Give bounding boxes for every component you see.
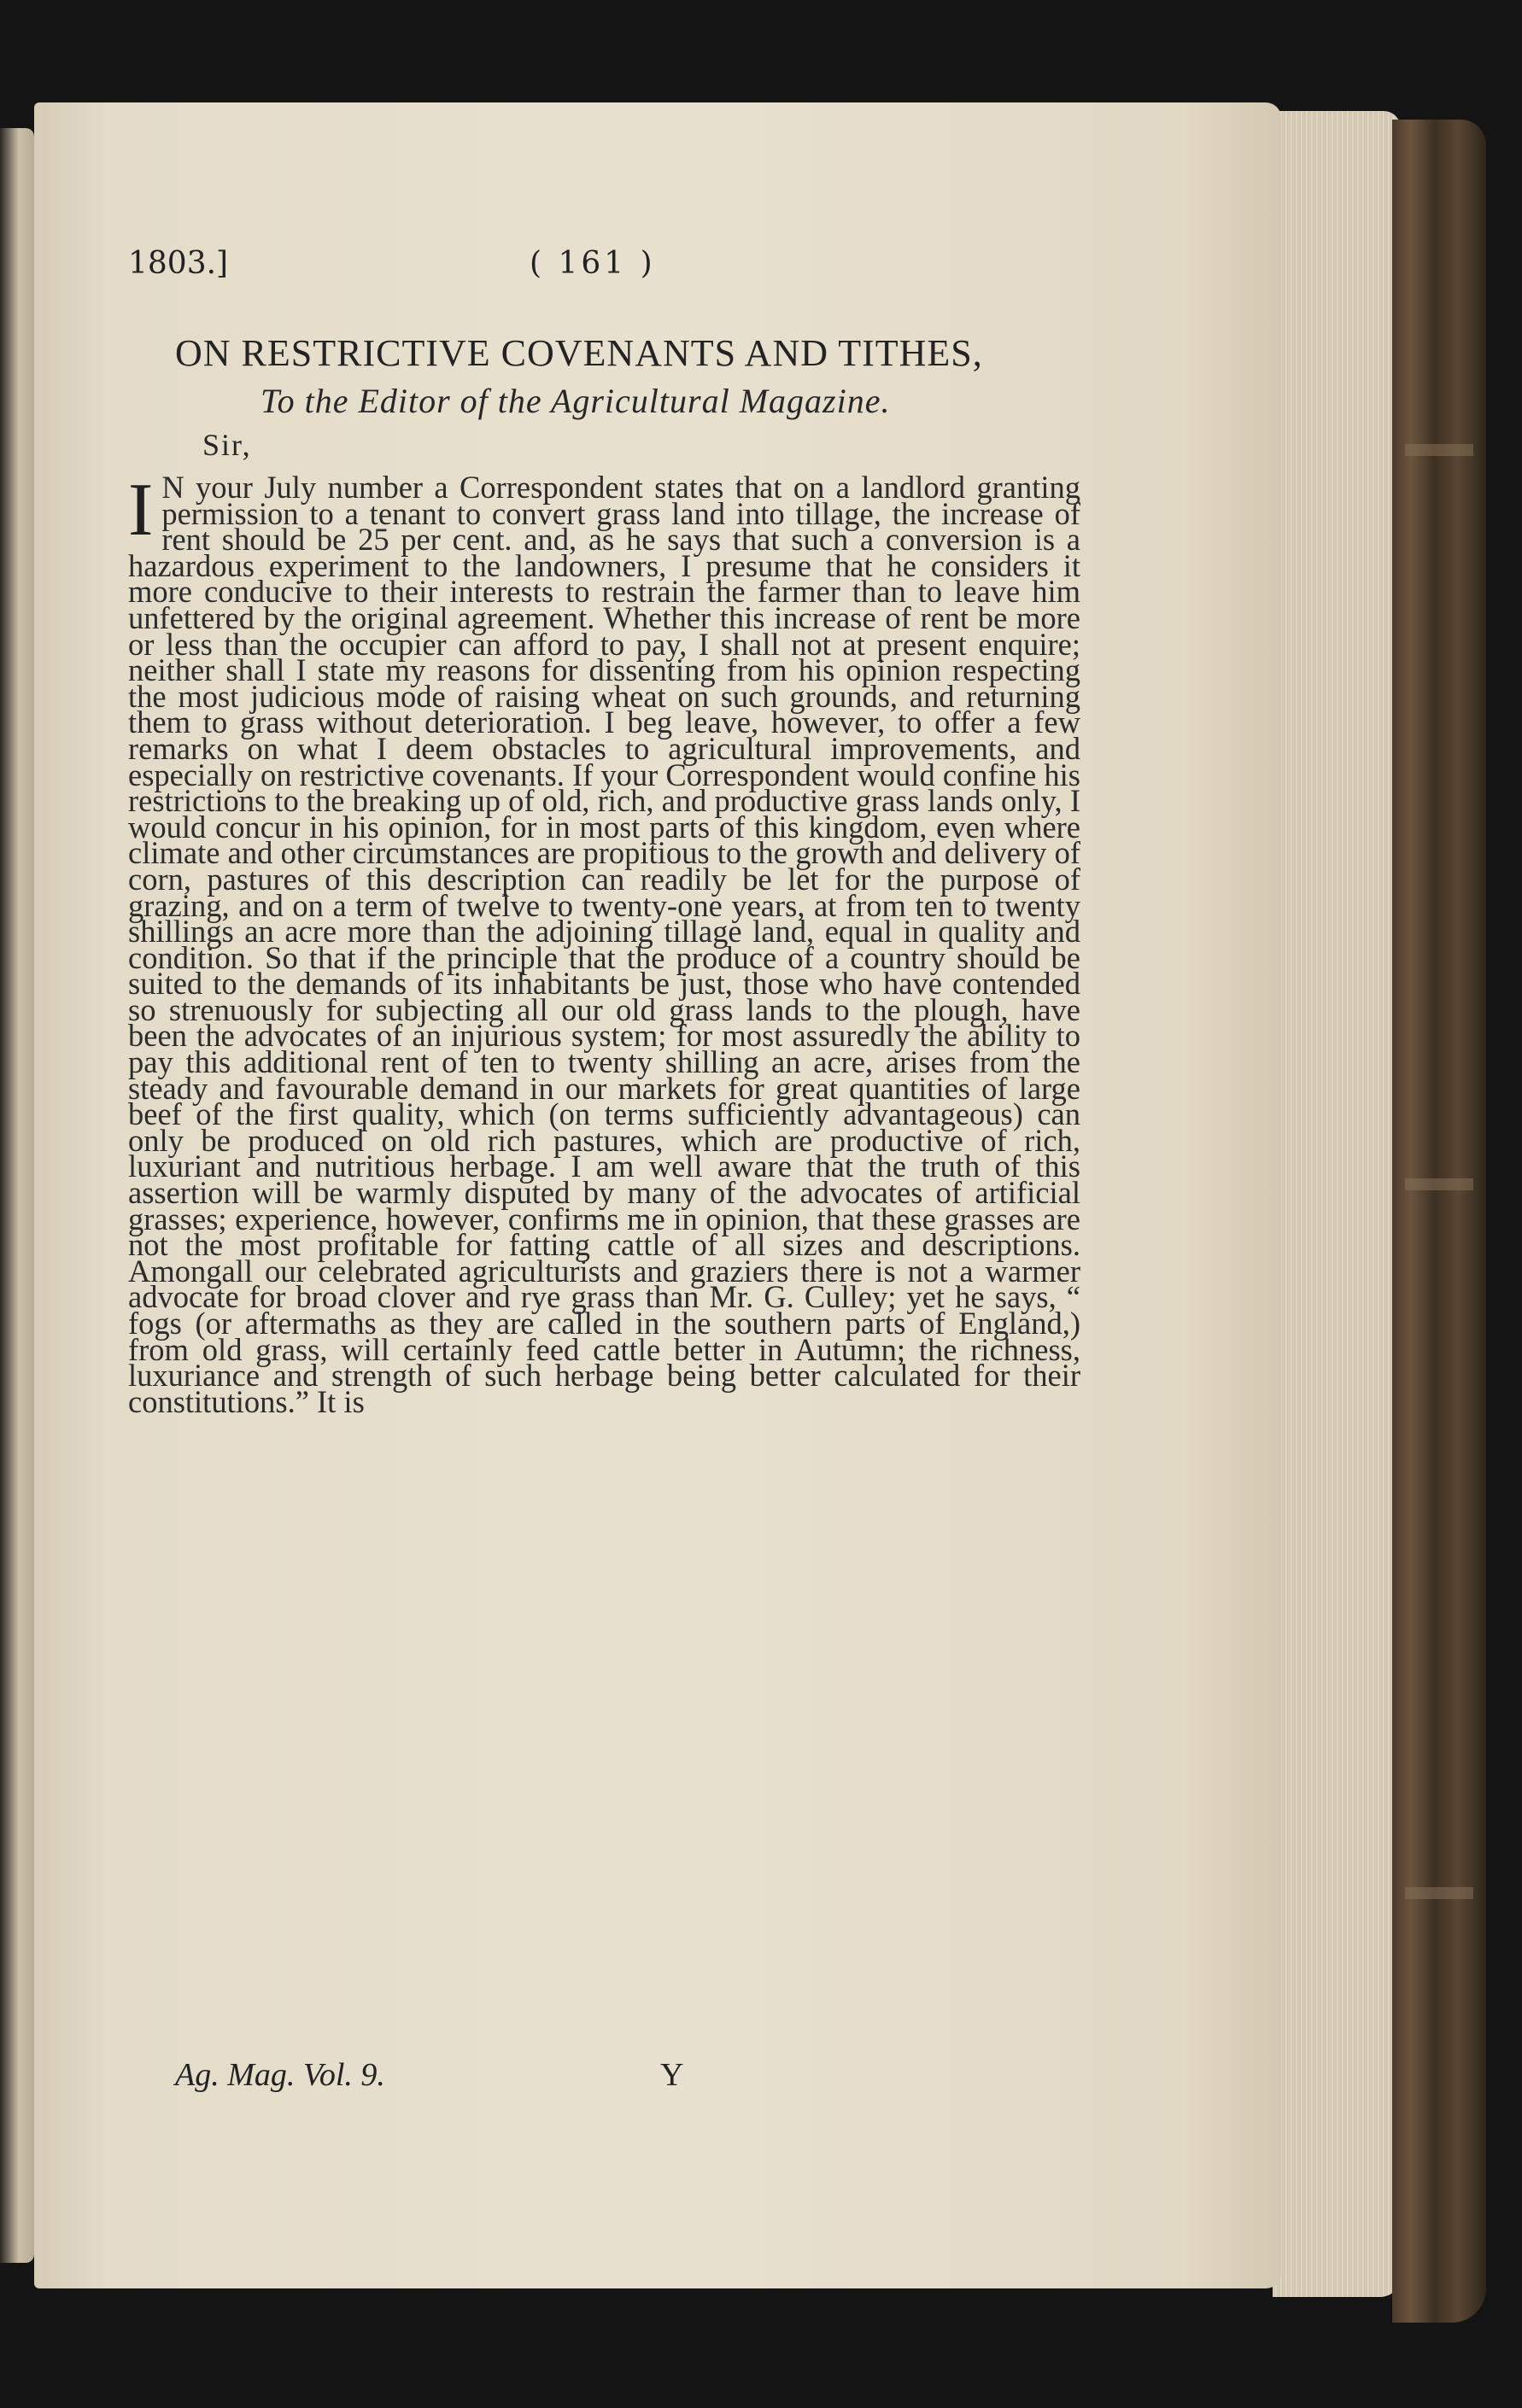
page-footer	[175, 2056, 1080, 2099]
page-number: ( 161 )	[530, 246, 656, 281]
salutation: Sir,	[202, 428, 252, 462]
body-paragraph: N your July number a Correspondent states that on a landlord granting permission to a tenant to convert grass land into tillage, the increase of rent should be 25 per cent. and, as he says that such a conversion is a hazardous experiment to the landowners, I presume that he considers it more conducive to their interests to restrain the farmer than to leave him unfettered by the original agreement. Whether this increase of rent be more or less than the occupier can afford to pay, I shall not at present enquire; neither shall I state my reasons for dissenting from his opinion respecting the most judicious mode of raising wheat on such grounds, and returning them to grass without deterioration. I beg leave, however, to offer a few remarks on what I deem obstacles to agricultural improvements, and especially on restrictive covenants. If your Correspondent would confine his restrictions to the breaking up of old, rich, and productive grass lands only, I would concur in his opinion, for in most parts of this kingdom, even where climate and other circumstances are propitious to the growth and delivery of corn, pastures of this description can readily be let for the purpose of grazing, and on a term of twelve to twenty-one years, at from ten to twenty shillings an acre more than the adjoining tillage land, equal in quality and condition. So that if the principle that the produce of a country should be suited to the demands of its inhabitants be just, those who have contended so strenuously for subjecting all our old grass lands to the plough, have been the advocates of an injurious system; for most assuredly the ability to pay this additional rent of ten to twenty shilling an acre, arises from the steady and favourable demand in our markets for great quantities of large beef of the first quality, which (on terms sufficiently advantageous) can only be produced on old rich pastures, which are productive of rich, luxuriant and nutritious herbage. I am well aware that the truth of this assertion will be warmly disputed by many of the advocates of artificial grasses; experience, however, confirms me in opinion, that these grasses are not the most profitable for fatting cattle of all sizes and descriptions. Amongall our celebrated agriculturists and graziers there is not a warmer advocate for broad clover and rye grass than Mr. G. Culley; yet he says, “ fogs (or aftermaths as they are called in the southern parts of England,) from old grass, will certainly feed cattle better in Autumn; the richness, luxuriance and strength of such herbage being better calculated for their constitutions.” It is	[128, 475, 1080, 1419]
left-page-edge	[0, 128, 34, 2263]
signature-letter: Y	[660, 2057, 684, 2093]
signature-mark: Ag. Mag. Vol. 9.	[175, 2057, 385, 2093]
article-subtitle: To the Editor of the Agricultural Magazine.	[260, 382, 891, 420]
article-title: ON RESTRICTIVE COVENANTS AND TITHES,	[175, 332, 983, 374]
article-body	[128, 475, 1080, 2072]
spine-wear	[1405, 1887, 1473, 1899]
spine-wear	[1405, 1178, 1473, 1190]
page-block-edges	[1273, 111, 1401, 2297]
spine-wear	[1405, 444, 1473, 456]
page-header	[128, 239, 1085, 290]
drop-cap: I	[128, 475, 154, 552]
running-head: 1803.]	[128, 246, 229, 281]
